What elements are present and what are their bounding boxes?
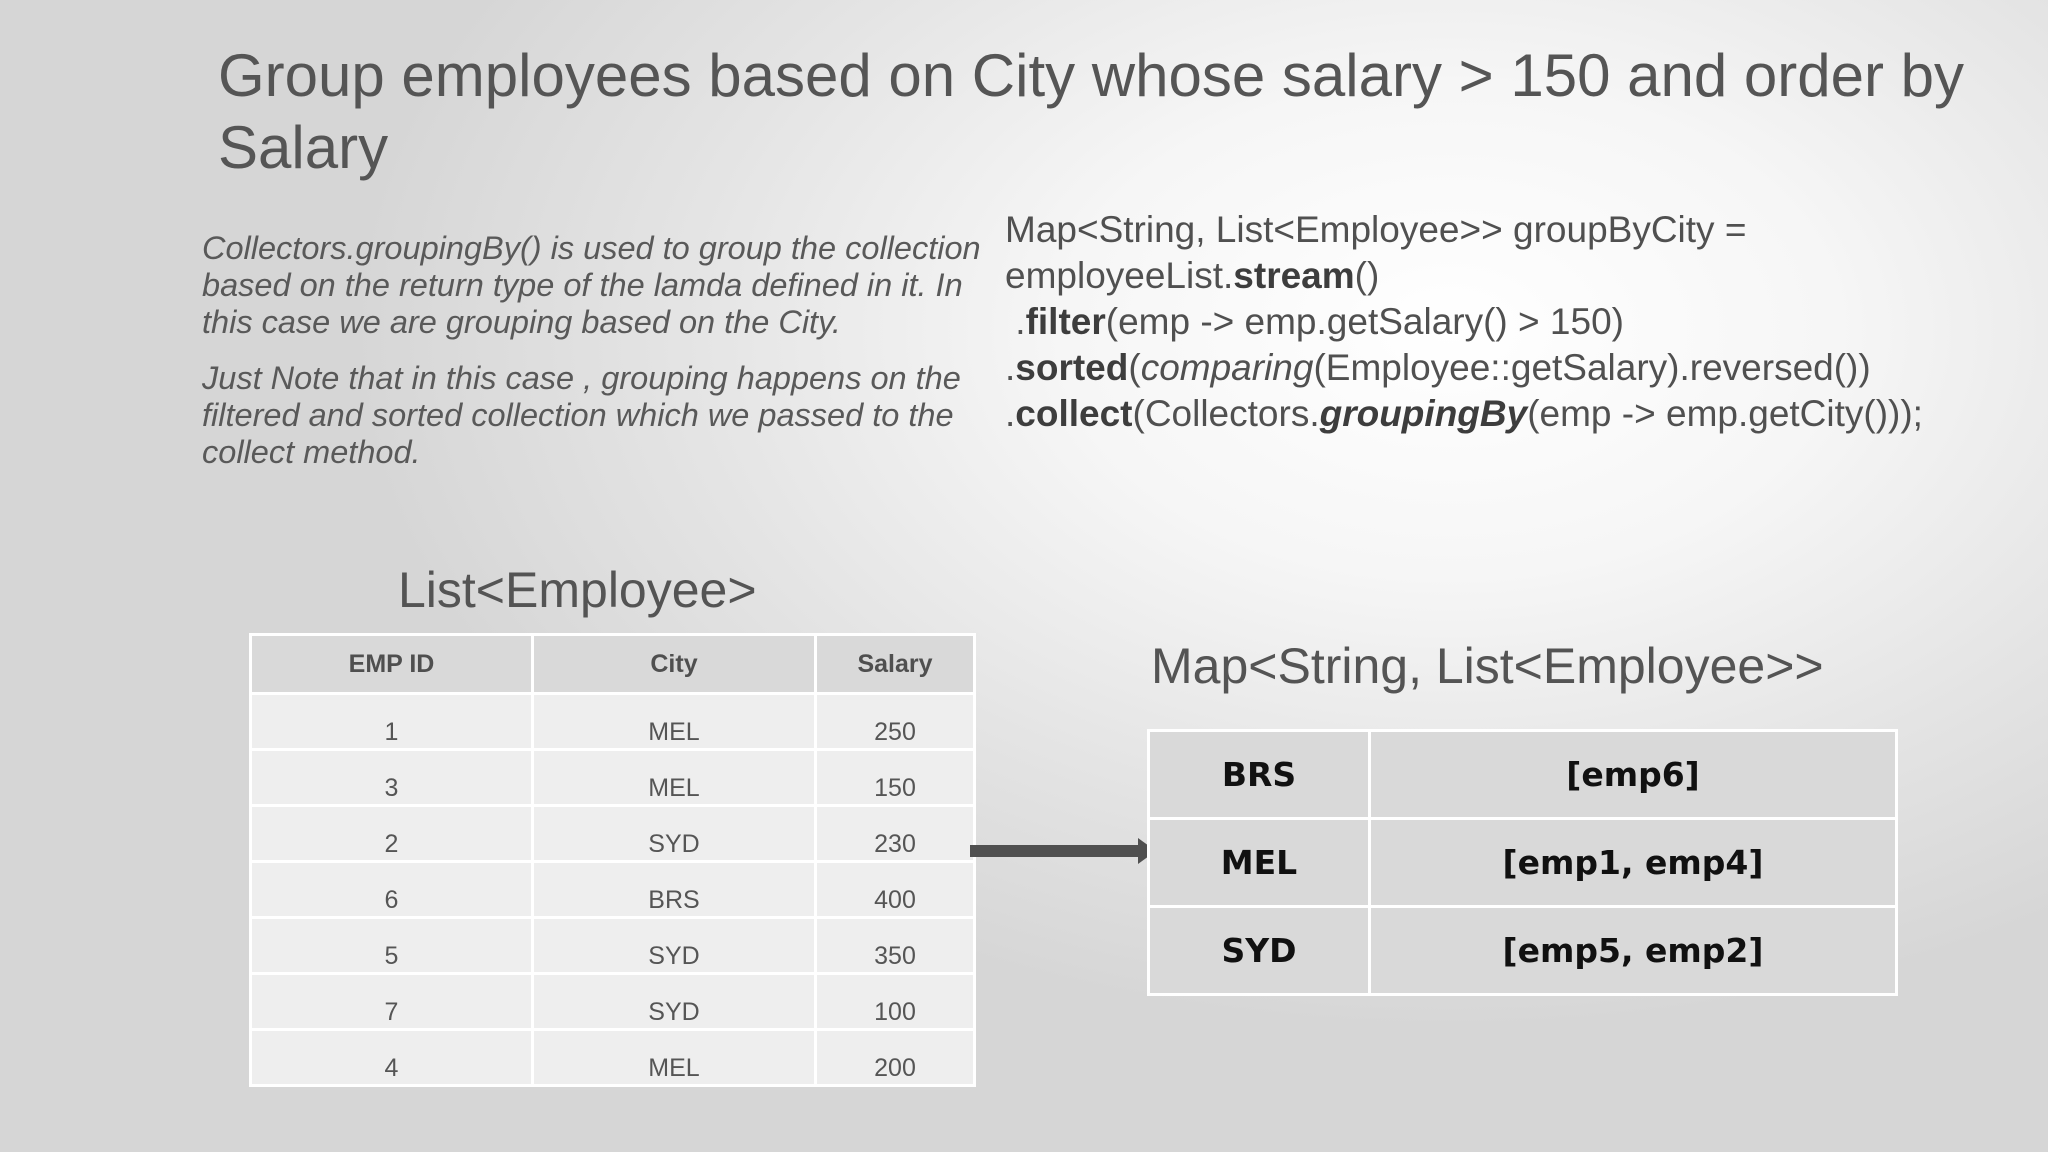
arrow-shaft <box>970 845 1140 857</box>
code-token: . <box>1005 301 1026 342</box>
cell-city: MEL <box>533 750 816 806</box>
column-header-salary: Salary <box>816 635 975 694</box>
code-token: (Collectors. <box>1132 393 1320 434</box>
map-row <box>1149 731 1897 819</box>
code-method-collect: collect <box>1015 393 1133 434</box>
code-snippet <box>1005 207 2035 437</box>
cell-emp-id: 5 <box>251 918 533 974</box>
cell-city: SYD <box>533 974 816 1030</box>
description <box>202 230 982 490</box>
code-line-2 <box>1005 255 1379 296</box>
cell-salary: 350 <box>816 918 975 974</box>
slide-title: Group employees based on City whose salary > 150 and order by Salary <box>218 42 1965 181</box>
code-token: (Employee::getSalary).reversed()) <box>1313 347 1871 388</box>
code-method-sorted: sorted <box>1015 347 1129 388</box>
list-employee-label: List<Employee> <box>398 562 757 618</box>
cell-city: MEL <box>533 1030 816 1086</box>
cell-salary: 250 <box>816 694 975 750</box>
cell-salary: 100 <box>816 974 975 1030</box>
cell-city: BRS <box>533 862 816 918</box>
cell-salary: 150 <box>816 750 975 806</box>
code-method-groupingby: groupingBy <box>1319 393 1528 434</box>
cell-salary: 230 <box>816 806 975 862</box>
table-row <box>251 862 975 918</box>
code-method-stream: stream <box>1233 255 1355 296</box>
code-line-1: Map<String, List<Employee>> groupByCity = <box>1005 209 1747 250</box>
map-row <box>1149 907 1897 995</box>
code-token: employeeList. <box>1005 255 1234 296</box>
table-row <box>251 806 975 862</box>
map-row <box>1149 819 1897 907</box>
code-token: ( <box>1128 347 1141 388</box>
cell-city: SYD <box>533 918 816 974</box>
table-row <box>251 694 975 750</box>
code-token: . <box>1005 347 1016 388</box>
map-value: [emp5, emp2] <box>1370 907 1897 995</box>
column-header-emp-id: EMP ID <box>251 635 533 694</box>
cell-salary: 400 <box>816 862 975 918</box>
map-value: [emp1, emp4] <box>1370 819 1897 907</box>
code-line-4 <box>1005 347 1871 388</box>
code-token: (emp -> emp.getCity())); <box>1527 393 1923 434</box>
cell-city: SYD <box>533 806 816 862</box>
cell-emp-id: 4 <box>251 1030 533 1086</box>
map-table <box>1147 729 1898 996</box>
table-row <box>251 750 975 806</box>
map-key: SYD <box>1149 907 1370 995</box>
code-line-3 <box>1005 301 1624 342</box>
employee-table <box>249 633 976 1087</box>
map-value: [emp6] <box>1370 731 1897 819</box>
map-key: BRS <box>1149 731 1370 819</box>
cell-emp-id: 2 <box>251 806 533 862</box>
cell-emp-id: 7 <box>251 974 533 1030</box>
code-token: (emp -> emp.getSalary() > 150) <box>1105 301 1624 342</box>
map-key: MEL <box>1149 819 1370 907</box>
code-token: . <box>1005 393 1016 434</box>
table-row <box>251 1030 975 1086</box>
code-line-5 <box>1005 393 1923 434</box>
map-result-label: Map<String, List<Employee>> <box>1151 638 1824 694</box>
description-paragraph-1: Collectors.groupingBy() is used to group the collection based on the return type of the lamda defined in it. In this case we are grouping based on the City. <box>202 230 981 340</box>
code-token: () <box>1354 255 1380 296</box>
table-header-row <box>251 635 975 694</box>
cell-salary: 200 <box>816 1030 975 1086</box>
cell-emp-id: 6 <box>251 862 533 918</box>
cell-city: MEL <box>533 694 816 750</box>
column-header-city: City <box>533 635 816 694</box>
code-method-comparing: comparing <box>1140 347 1314 388</box>
code-method-filter: filter <box>1025 301 1106 342</box>
cell-emp-id: 1 <box>251 694 533 750</box>
cell-emp-id: 3 <box>251 750 533 806</box>
table-row <box>251 974 975 1030</box>
description-paragraph-2: Just Note that in this case , grouping happens on the filtered and sorted collection which we passed to the collect method. <box>202 360 961 470</box>
table-row <box>251 918 975 974</box>
arrow-right-icon <box>970 835 1156 867</box>
